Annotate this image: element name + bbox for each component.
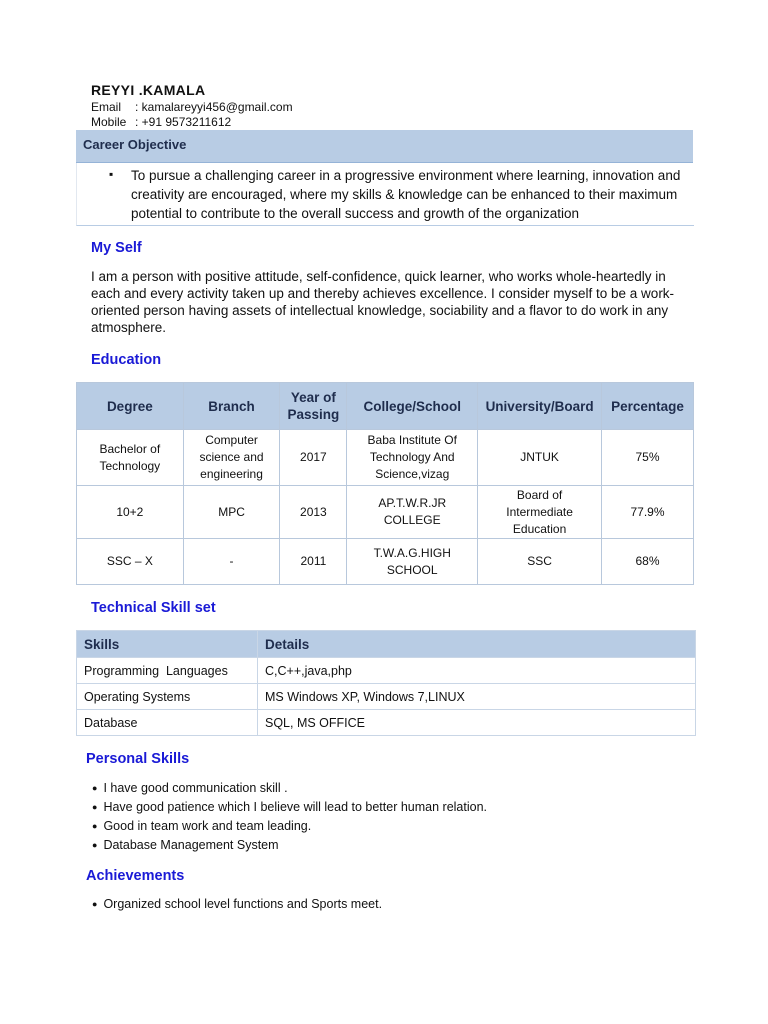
list-item: ● I have good communication skill . (92, 779, 487, 798)
table-row (77, 486, 694, 539)
table-cell: Computer science and engineering (183, 430, 280, 486)
table-cell: JNTUK (478, 430, 602, 486)
skill-name: Operating Systems (77, 684, 258, 710)
education-heading: Education (91, 352, 162, 368)
percentage-header: Percentage (602, 383, 694, 430)
email-value: : kamalareyyi456@gmail.com (135, 100, 293, 114)
table-row (77, 710, 696, 736)
skill-details: SQL, MS OFFICE (258, 710, 696, 736)
technical-skills-heading: Technical Skill set (91, 600, 216, 616)
email-line (91, 100, 293, 114)
table-row (77, 684, 696, 710)
personal-skills-heading: Personal Skills (86, 751, 190, 767)
mobile-label: Mobile (91, 115, 127, 129)
education-header-row (77, 383, 694, 430)
table-cell: SSC (478, 539, 602, 585)
list-item: ● Have good patience which I believe will lead to better human relation. (92, 798, 487, 817)
table-cell: Baba Institute Of Technology And Science,vizag (347, 430, 478, 486)
education-table (76, 382, 694, 585)
table-cell: 75% (602, 430, 694, 486)
mobile-value: : +91 9573211612 (135, 115, 232, 129)
skill-name: Database (77, 710, 258, 736)
email-label: Email (91, 100, 122, 114)
mobile-line (91, 115, 231, 129)
details-header: Details (258, 631, 696, 658)
university-header: University/Board (478, 383, 602, 430)
table-cell: AP.T.W.R.JR COLLEGE (347, 486, 478, 539)
table-cell: T.W.A.G.HIGH SCHOOL (347, 539, 478, 585)
table-cell: 2017 (280, 430, 347, 486)
table-cell: 2011 (280, 539, 347, 585)
table-row (77, 658, 696, 684)
table-cell: 68% (602, 539, 694, 585)
candidate-name: REYYI .KAMALA (91, 82, 206, 98)
year-header: Year of Passing (280, 383, 347, 430)
achievements-heading: Achievements (86, 868, 185, 884)
table-cell: MPC (183, 486, 280, 539)
my-self-heading: My Self (91, 240, 142, 256)
list-item: ● Organized school level functions and Sports meet. (92, 895, 382, 914)
achievements-list (92, 895, 382, 914)
skills-header: Skills (77, 631, 258, 658)
table-row (77, 539, 694, 585)
skill-details: C,C++,java,php (258, 658, 696, 684)
skill-name: Programming Languages (77, 658, 258, 684)
table-cell: Board of Intermediate Education (478, 486, 602, 539)
table-cell: SSC – X (77, 539, 184, 585)
objective-bullet: ▪ (109, 167, 114, 181)
table-cell: Bachelor of Technology (77, 430, 184, 486)
list-item: ● Database Management System (92, 836, 487, 855)
table-cell: - (183, 539, 280, 585)
career-objective-text: To pursue a challenging career in a progressive environment where learning, innovation and creativity are encouraged, where my skills & knowledge can be enhanced to their maximum potential to contribute to the overall success and growth of the organization (131, 168, 681, 221)
degree-header: Degree (77, 383, 184, 430)
skill-details: MS Windows XP, Windows 7,LINUX (258, 684, 696, 710)
list-item: ● Good in team work and team leading. (92, 817, 487, 836)
table-cell: 10+2 (77, 486, 184, 539)
table-cell: 2013 (280, 486, 347, 539)
college-header: College/School (347, 383, 478, 430)
my-self-text: I am a person with positive attitude, self-confidence, quick learner, who works whole-heartedly in each and every activity taken up and thereby achieves excellence. I consider myself to be a work-oriented person having assets of intellectual knowledge, sociability and a flavor to do work in any atmosphere. (91, 269, 675, 335)
technical-skills-table (76, 630, 696, 736)
table-row (77, 430, 694, 486)
branch-header: Branch (183, 383, 280, 430)
personal-skills-list (92, 779, 487, 855)
skills-header-row (77, 631, 696, 658)
table-cell: 77.9% (602, 486, 694, 539)
career-objective-heading: Career Objective (76, 130, 693, 163)
